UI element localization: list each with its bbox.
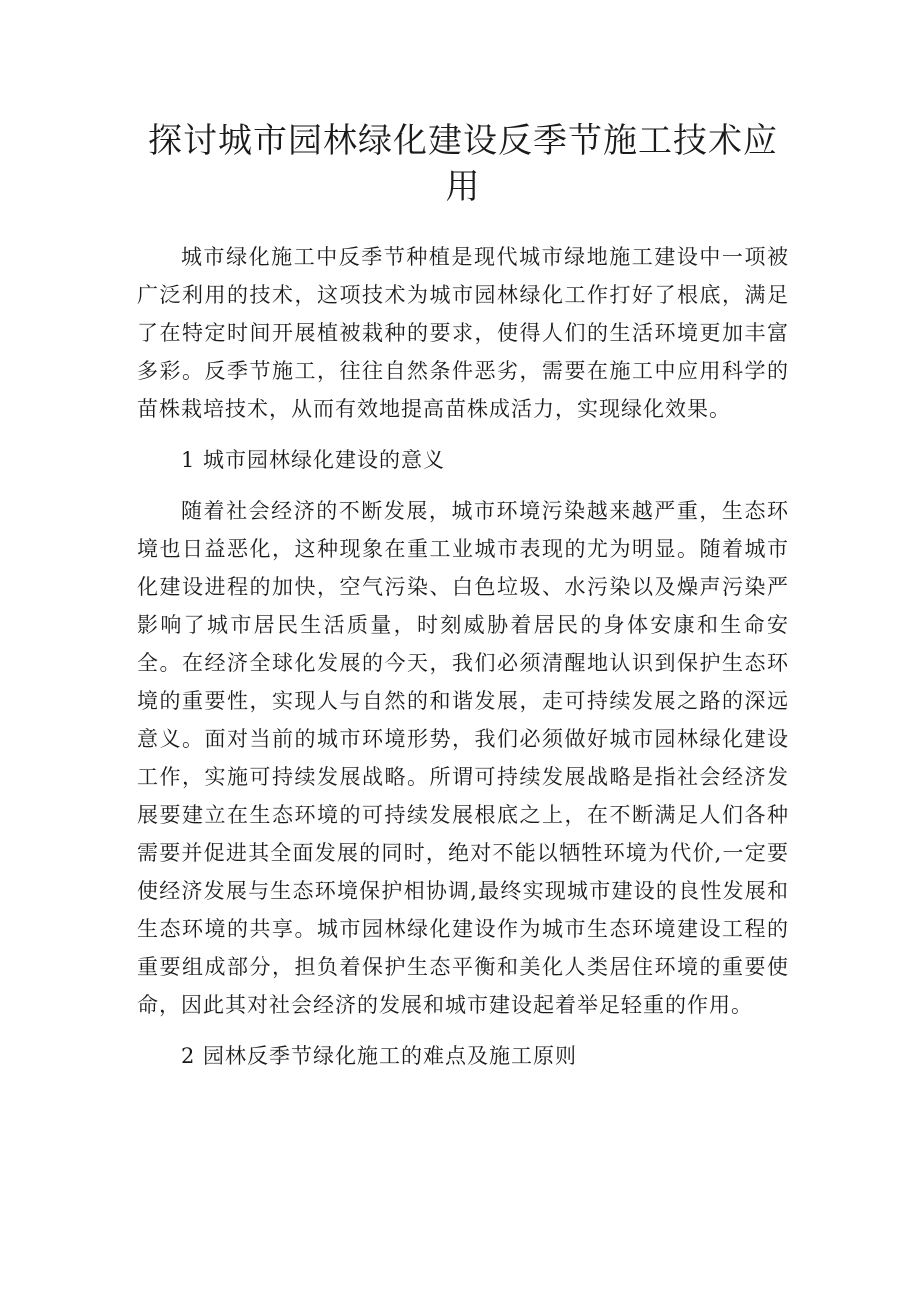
intro-paragraph: 城市绿化施工中反季节种植是现代城市绿地施工建设中一项被广泛利用的技术，这项技术为城市园林绿化工作打好了根底，满足了在特定时间开展植被栽种的要求，使得人们的生活环境更加丰富多彩。反季节施工，往往自然条件恶劣，需要在施工中应用科学的苗株栽培技术，从而有效地提高苗株成活力，实现绿化效果。 (137, 245, 789, 421)
section-1-heading: 1 城市园林绿化建设的意义 (181, 448, 446, 472)
section-1-paragraph: 随着社会经济的不断发展，城市环境污染越来越严重，生态环境也日益恶化，这种现象在重工业城市表现的尤为明显。随着城市化建设进程的加快，空气污染、白色垃圾、水污染以及燥声污染严影响了城市居民生活质量，时刻威胁着居民的身体安康和生命安全。在经济全球化发展的今天，我们必须清醒地认识到保护生态环境的重要性，实现人与自然的和谐发展，走可持续发展之路的深远意义。面对当前的城市环境形势，我们必须做好城市园林绿化建设工作，实施可持续发展战略。所谓可持续发展战略是指社会经济发展要建立在生态环境的可持续发展根底之上，在不断满足人们各种需要并促进其全面发展的同时，绝对不能以牺牲环境为代价,一定要使经济发展与生态环境保护相协调,最终实现城市建设的良性发展和生态环境的共享。城市园林绿化建设作为城市生态环境建设工程的重要组成部分，担负着保护生态平衡和美化人类居住环境的重要使命，因此其对社会经济的发展和城市建设起着举足轻重的作用。 (137, 499, 789, 1017)
document-page (137, 118, 789, 1088)
section-2-heading: 2 园林反季节绿化施工的难点及施工原则 (181, 1044, 578, 1068)
document-title: 探讨城市园林绿化建设反季节施工技术应用 (148, 121, 778, 207)
